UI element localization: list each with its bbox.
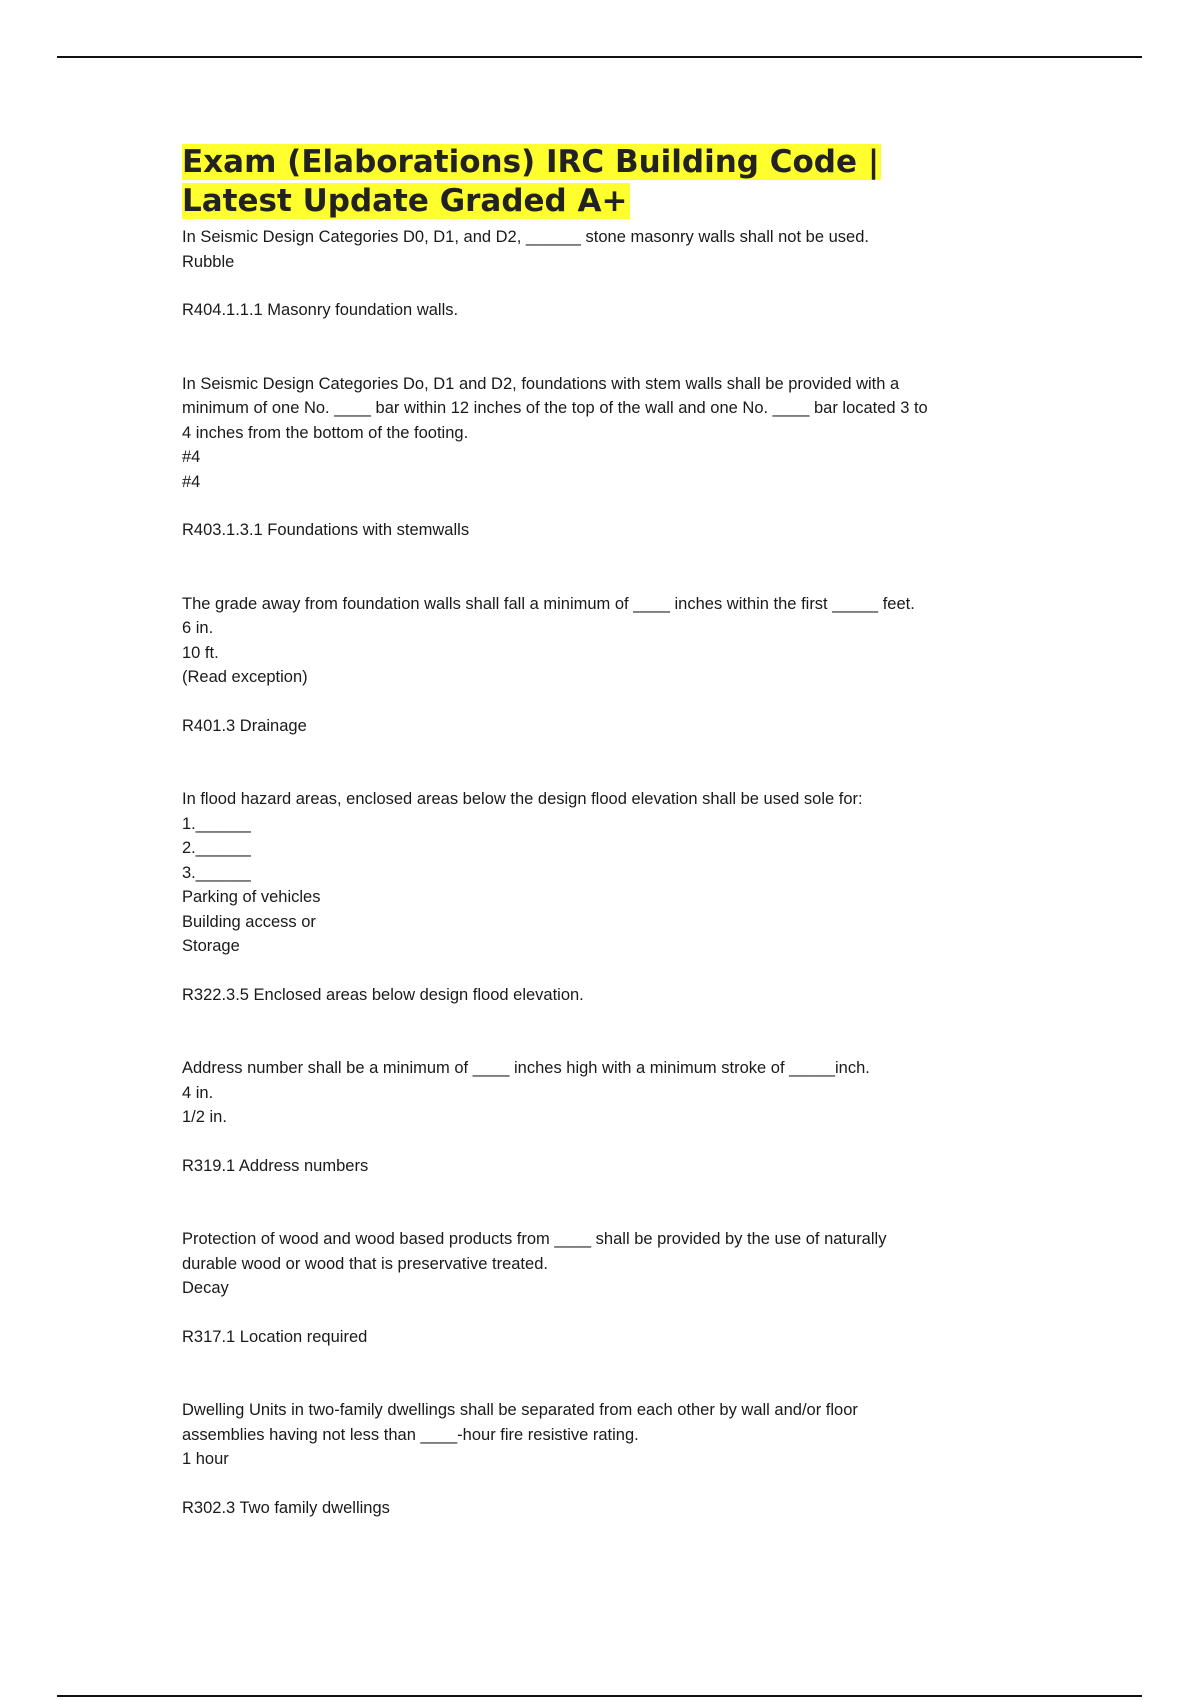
answer-line: 4 in. [182, 1083, 214, 1102]
answer-line: Storage [182, 937, 240, 955]
question-line: The grade away from foundation walls shall fall a minimum of ____ inches within the first _____ feet. [182, 594, 915, 613]
qa-item [182, 1056, 1032, 1178]
answer-line: 6 in. [182, 619, 214, 637]
code-reference: R401.3 Drainage [182, 716, 307, 735]
qa-item [182, 225, 1032, 323]
answer-line: #4 [182, 472, 201, 491]
question-line: durable wood or wood that is preservative treated. [182, 1254, 548, 1273]
qa-item [182, 787, 1032, 1007]
question-line: 4 inches from the bottom of the footing. [182, 423, 469, 442]
code-reference: R302.3 Two family dwellings [182, 1498, 390, 1517]
answer-line: #4 [182, 448, 201, 466]
code-reference: R404.1.1.1 Masonry foundation walls. [182, 301, 459, 319]
answer-line: 1 hour [182, 1450, 229, 1468]
code-reference: R403.1.3.1 Foundations with stemwalls [182, 521, 470, 539]
header-rule [57, 56, 1142, 58]
title-line-1: Exam (Elaborations) IRC Building Code | [182, 144, 880, 180]
question-line: Protection of wood and wood based products from ____ shall be provided by the use of naturally [182, 1230, 887, 1248]
question-line: assemblies having not less than ____-hour fire resistive rating. [182, 1425, 639, 1444]
answer-line: Decay [182, 1279, 229, 1297]
qa-item [182, 1227, 1032, 1349]
question-line: 1.______ [182, 814, 251, 833]
question-line: In Seismic Design Categories D0, D1, and D2, ______ stone masonry walls shall not be used. [182, 228, 869, 246]
code-reference: R322.3.5 Enclosed areas below design flood elevation. [182, 985, 584, 1004]
answer-line: Building access or [182, 912, 316, 931]
question-line: 2.______ [182, 839, 251, 857]
question-line: Address number shall be a minimum of ____ inches high with a minimum stroke of _____inch. [182, 1059, 870, 1077]
code-reference: R317.1 Location required [182, 1327, 368, 1346]
question-line: minimum of one No. ____ bar within 12 inches of the top of the wall and one No. ____ bar located 3 to [182, 399, 928, 417]
qa-item [182, 592, 1032, 739]
question-line: In Seismic Design Categories Do, D1 and D2, foundations with stem walls shall be provided with a [182, 374, 900, 393]
document-title [182, 143, 1032, 221]
question-line: In flood hazard areas, enclosed areas below the design flood elevation shall be used sole for: [182, 790, 863, 808]
answer-line: Parking of vehicles [182, 888, 321, 906]
answer-line: Rubble [182, 252, 235, 271]
code-reference: R319.1 Address numbers [182, 1156, 369, 1175]
document-body [182, 143, 1032, 1520]
answer-line: (Read exception) [182, 668, 308, 686]
footer-rule [57, 1695, 1142, 1697]
answer-line: 10 ft. [182, 643, 219, 662]
answer-line: 1/2 in. [182, 1108, 227, 1126]
qa-item [182, 372, 1032, 543]
title-line-2: Latest Update Graded A+ [182, 183, 628, 219]
question-line: Dwelling Units in two-family dwellings shall be separated from each other by wall and/or floor [182, 1401, 858, 1419]
qa-item [182, 1398, 1032, 1520]
question-line: 3.______ [182, 863, 251, 882]
